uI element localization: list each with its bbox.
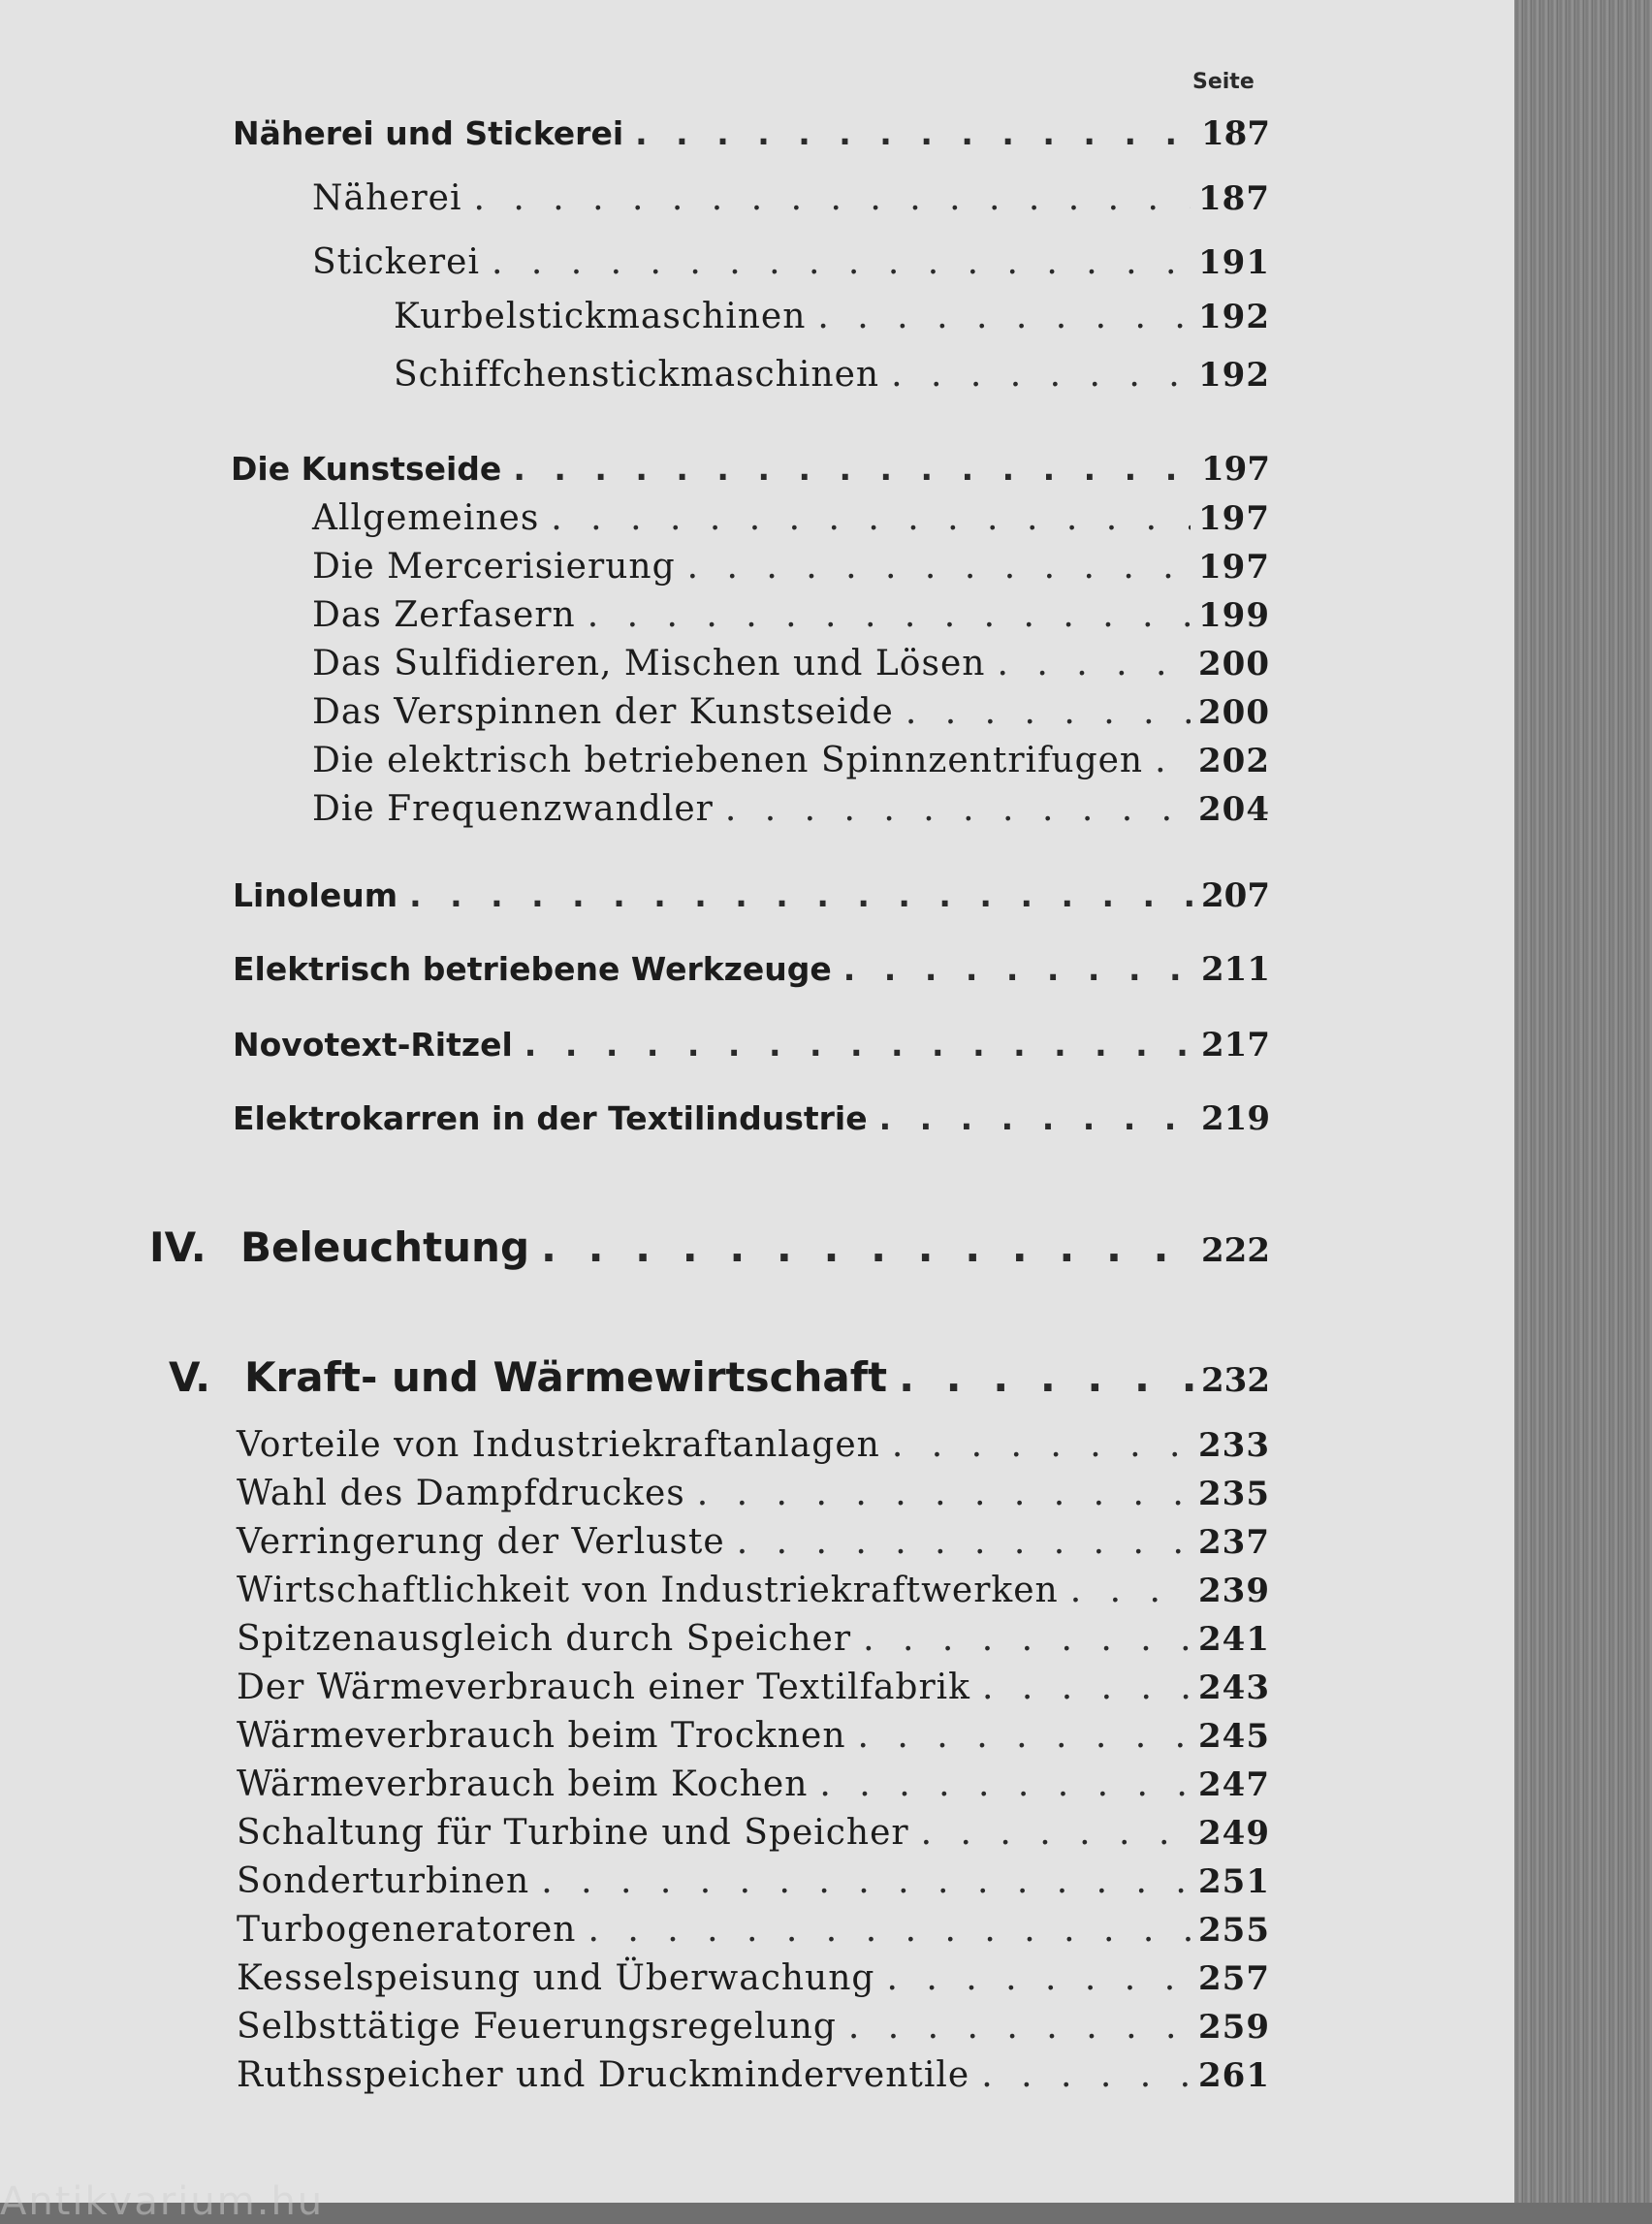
chapter-numeral: V. <box>169 1353 211 1401</box>
toc-entry <box>237 1571 1270 1610</box>
toc-entry-page: 233 <box>1198 1426 1270 1465</box>
toc-entry-label: Kesselspeisung und Überwachung <box>237 1958 875 1998</box>
toc-entry <box>312 498 1270 538</box>
toc-entry <box>237 1619 1270 1659</box>
dot-leader <box>541 1223 1193 1271</box>
dot-leader <box>981 2055 1191 2095</box>
toc-entry <box>233 1026 1270 1064</box>
dot-leader <box>687 547 1191 587</box>
toc-entry-label: Elektrisch betriebene Werkzeuge <box>233 950 832 988</box>
toc-entry-page: 251 <box>1198 1862 1270 1901</box>
dot-leader <box>697 1474 1191 1513</box>
toc-entry-label: Das Zerfasern <box>312 595 576 635</box>
chapter-title: Kraft- und Wärmewirtschaft <box>244 1353 888 1401</box>
chapter-title: Beleuchtung <box>240 1223 530 1271</box>
dot-leader <box>843 950 1193 988</box>
toc-entry-page: 191 <box>1198 243 1270 282</box>
toc-entry-page: 241 <box>1198 1620 1270 1659</box>
toc-entry-page: 217 <box>1201 1026 1270 1064</box>
toc-entry-label: Turbogeneratoren <box>237 1910 577 1950</box>
dot-leader <box>858 1716 1191 1756</box>
toc-entry-label: Schiffchenstickmaschinen <box>394 355 880 395</box>
dot-leader <box>817 297 1191 336</box>
toc-entry <box>237 1425 1270 1465</box>
dot-leader <box>892 1425 1191 1465</box>
toc-entry-label: Näherei <box>312 178 462 218</box>
toc-entry-label: Spitzenausgleich durch Speicher <box>237 1619 852 1659</box>
toc-entry-page: 259 <box>1198 2008 1270 2047</box>
chapter-entry <box>240 1223 1270 1271</box>
dot-leader <box>891 355 1191 395</box>
toc-entry-page: 211 <box>1201 950 1270 989</box>
toc-entry-label: Wärmeverbrauch beim Trocknen <box>237 1716 846 1756</box>
toc-entry <box>312 242 1270 282</box>
toc-entry-label: Das Sulfidieren, Mischen und Lösen <box>312 644 986 683</box>
toc-entry <box>312 595 1270 635</box>
dot-leader <box>588 595 1191 635</box>
chapter-page: 222 <box>1201 1231 1270 1270</box>
toc-entry <box>312 644 1270 683</box>
dot-leader <box>524 1026 1193 1064</box>
toc-entry <box>237 1668 1270 1707</box>
toc-entry-label: Wahl des Dampfdruckes <box>237 1474 685 1513</box>
toc-entry <box>312 741 1270 780</box>
toc-entry-page: 219 <box>1201 1099 1270 1138</box>
toc-entry-page: 261 <box>1198 2056 1270 2095</box>
dot-leader <box>879 1099 1193 1137</box>
page-edge-stack <box>1514 0 1652 2203</box>
toc-entry <box>233 950 1270 989</box>
toc-entry-page: 204 <box>1198 790 1270 829</box>
toc-entry-page: 257 <box>1198 1959 1270 1998</box>
dot-leader <box>635 114 1193 152</box>
toc-entry <box>312 178 1270 218</box>
toc-entry-page: 207 <box>1201 876 1270 915</box>
dot-leader <box>848 2007 1191 2047</box>
toc-entry-page: 197 <box>1198 548 1270 587</box>
dot-leader <box>863 1619 1191 1659</box>
toc-entry-page: 247 <box>1198 1765 1270 1804</box>
toc-entry <box>233 114 1270 153</box>
toc-entry-label: Kurbelstickmaschinen <box>394 297 807 336</box>
toc-entry-page: 200 <box>1198 645 1270 683</box>
chapter-numeral: IV. <box>149 1223 206 1271</box>
toc-entry-label: Sonderturbinen <box>237 1861 530 1901</box>
dot-leader <box>551 498 1191 538</box>
toc-entry-page: 192 <box>1198 298 1270 336</box>
toc-entry-page: 243 <box>1198 1668 1270 1707</box>
toc-entry <box>233 876 1270 915</box>
dot-leader <box>473 178 1191 218</box>
dot-leader <box>997 644 1191 683</box>
toc-entry-label: Wärmeverbrauch beim Kochen <box>237 1764 809 1804</box>
toc-entry-label: Elektrokarren in der Textilindustrie <box>233 1099 868 1137</box>
dot-leader <box>905 692 1191 732</box>
toc-entry-label: Stickerei <box>312 242 480 282</box>
toc-entry <box>237 1764 1270 1804</box>
toc-entry-label: Novotext-Ritzel <box>233 1026 513 1064</box>
toc-entry-label: Näherei und Stickerei <box>233 114 624 152</box>
toc-entry-label: Linoleum <box>233 876 398 914</box>
toc-entry <box>237 1861 1270 1901</box>
toc-entry <box>312 692 1270 732</box>
toc-entry-page: 200 <box>1198 693 1270 732</box>
toc-entry-page: 197 <box>1198 499 1270 538</box>
toc-entry-label: Die elektrisch betriebenen Spinnzentrifugen <box>312 741 1144 780</box>
toc-entry <box>237 1474 1270 1513</box>
toc-entry-label: Die Kunstseide <box>231 450 502 488</box>
toc-entry-label: Der Wärmeverbrauch einer Textilfabrik <box>237 1668 970 1707</box>
toc-entry-label: Das Verspinnen der Kunstseide <box>312 692 894 732</box>
toc-entry-page: 199 <box>1198 596 1270 635</box>
toc-entry-label: Wirtschaftlichkeit von Industriekraftwerken <box>237 1571 1059 1610</box>
chapter-entry <box>244 1353 1270 1401</box>
toc-entry-page: 192 <box>1198 356 1270 395</box>
toc-entry-label: Vorteile von Industriekraftanlagen <box>237 1425 880 1465</box>
toc-entry <box>237 1522 1270 1562</box>
toc-entry <box>237 2007 1270 2047</box>
dot-leader <box>409 876 1193 914</box>
dot-leader <box>1155 741 1191 780</box>
toc-entry <box>312 789 1270 829</box>
chapter-page: 232 <box>1201 1361 1270 1400</box>
toc-entry-page: 245 <box>1198 1717 1270 1756</box>
toc-entry-page: 187 <box>1201 114 1270 153</box>
dot-leader <box>737 1522 1191 1562</box>
dot-leader <box>725 789 1191 829</box>
page-column-header: Seite <box>1192 70 1255 94</box>
dot-leader <box>513 450 1193 488</box>
toc-entry-label: Schaltung für Turbine und Speicher <box>237 1813 909 1853</box>
toc-entry-label: Ruthsspeicher und Druckminderventile <box>237 2055 970 2095</box>
toc-entry-page: 237 <box>1198 1523 1270 1562</box>
dot-leader <box>921 1813 1191 1853</box>
toc-entry <box>231 450 1270 489</box>
dot-leader <box>541 1861 1191 1901</box>
toc-entry <box>237 1910 1270 1950</box>
toc-entry-page: 249 <box>1198 1814 1270 1853</box>
dot-leader <box>1070 1571 1191 1610</box>
toc-entry <box>394 355 1270 395</box>
dot-leader <box>886 1958 1191 1998</box>
toc-entry <box>312 547 1270 587</box>
toc-entry <box>237 1958 1270 1998</box>
toc-entry <box>233 1099 1270 1138</box>
toc-entry-page: 235 <box>1198 1475 1270 1513</box>
toc-entry <box>237 2055 1270 2095</box>
toc-entry <box>394 297 1270 336</box>
toc-entry-label: Allgemeines <box>312 498 540 538</box>
toc-entry-page: 202 <box>1198 742 1270 780</box>
toc-entry-label: Verringerung der Verluste <box>237 1522 725 1562</box>
dot-leader <box>492 242 1191 282</box>
dot-leader <box>588 1910 1191 1950</box>
toc-entry-page: 239 <box>1198 1572 1270 1610</box>
toc-entry-page: 187 <box>1198 179 1270 218</box>
dot-leader <box>819 1764 1191 1804</box>
dot-leader <box>982 1668 1191 1707</box>
toc-entry-label: Selbsttätige Feuerungsregelung <box>237 2007 837 2047</box>
toc-entry <box>237 1716 1270 1756</box>
toc-entry <box>237 1813 1270 1853</box>
toc-entry-label: Die Frequenzwandler <box>312 789 714 829</box>
toc-entry-page: 255 <box>1198 1911 1270 1950</box>
toc-entry-page: 197 <box>1201 450 1270 489</box>
dot-leader <box>899 1353 1193 1401</box>
watermark-text: Antikvarium.hu <box>0 2179 325 2224</box>
toc-entry-label: Die Mercerisierung <box>312 547 676 587</box>
